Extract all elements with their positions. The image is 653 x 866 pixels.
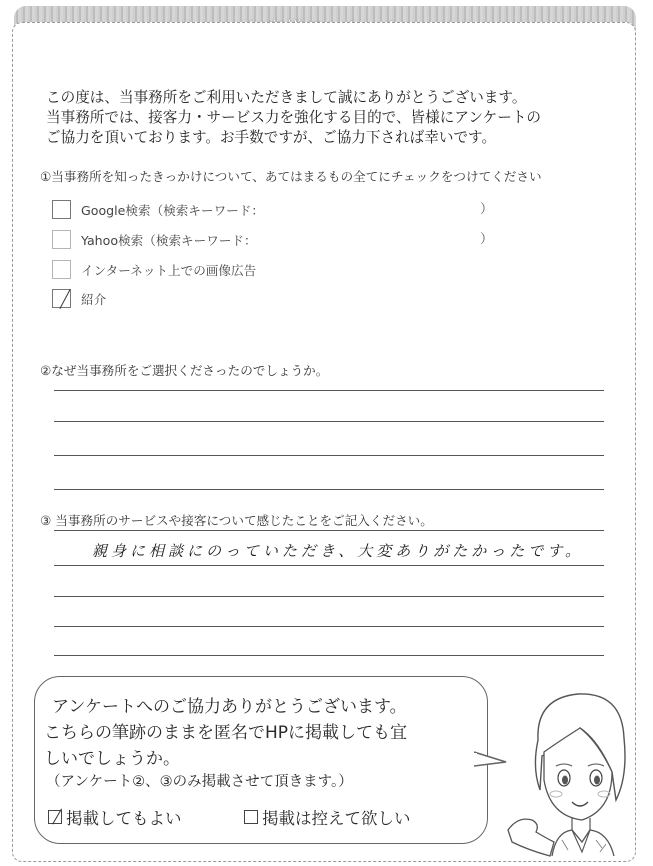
answer-line[interactable] [54, 655, 604, 656]
answer-line[interactable] [54, 421, 604, 422]
handwritten-answer: 親身に相談にのっていただき、大変ありがたかったです。 [92, 542, 585, 560]
option-yahoo[interactable] [52, 230, 257, 249]
option-google-close: ） [480, 202, 494, 217]
consent-yes-checkbox[interactable] [48, 810, 62, 824]
girl-illustration-icon [498, 680, 648, 860]
answer-line[interactable] [54, 626, 604, 627]
consent-no-label: 掲載は控えて欲しい [262, 809, 411, 828]
option-google[interactable] [52, 200, 264, 219]
intro-line-2: 当事務所では、接客力・サービス力を強化する目的で、皆様にアンケートの [46, 109, 542, 126]
consent-yes-label: 掲載してもよい [66, 809, 182, 828]
bubble-line-1: アンケートへのご協力ありがとうございます。 [52, 697, 407, 717]
option-yahoo-close: ） [480, 232, 494, 247]
answer-line[interactable] [54, 565, 604, 566]
option-banner-ad-label: インターネット上での画像広告 [81, 263, 257, 278]
consent-yes-option[interactable] [48, 805, 182, 829]
option-yahoo-label: Yahoo検索（検索キーワード： [81, 233, 257, 248]
consent-no-checkbox[interactable] [244, 810, 258, 824]
answer-line[interactable] [54, 390, 604, 391]
question-3-label: ③ 当事務所のサービスや接客について感じたことをご記入ください。 [40, 513, 433, 528]
question-1-label: ①当事務所を知ったきっかけについて、あてはまるもの全てにチェックをつけてください [40, 169, 542, 184]
checkbox-google[interactable] [52, 200, 71, 219]
answer-line[interactable] [54, 455, 604, 456]
intro-line-1: この度は、当事務所をご利用いただきまして誠にありがとうございます。 [46, 89, 527, 106]
answer-line[interactable] [54, 489, 604, 490]
answer-line[interactable] [54, 530, 604, 531]
checkbox-referral[interactable] [52, 289, 71, 308]
option-google-label: Google検索（検索キーワード： [81, 203, 264, 218]
checkbox-yahoo[interactable] [52, 230, 71, 249]
bubble-line-2: こちらの筆跡のままを匿名でHPに掲載しても宜 [44, 723, 408, 743]
bubble-line-4: （アンケート②、③のみ掲載させて頂きます。） [46, 774, 353, 790]
question-2-label: ②なぜ当事務所をご選択くださったのでしょうか。 [40, 363, 329, 378]
answer-line[interactable] [54, 596, 604, 597]
intro-text [46, 88, 541, 148]
intro-line-3: ご協力を頂いております。お手数ですが、ご協力下されば幸いです。 [46, 129, 497, 146]
option-banner-ad[interactable] [52, 260, 256, 279]
option-referral-label: 紹介 [81, 292, 107, 307]
consent-no-option[interactable] [244, 805, 411, 829]
checkbox-banner-ad[interactable] [52, 260, 71, 279]
option-referral[interactable] [52, 289, 106, 308]
bubble-line-3: しいでしょうか。 [44, 749, 180, 769]
